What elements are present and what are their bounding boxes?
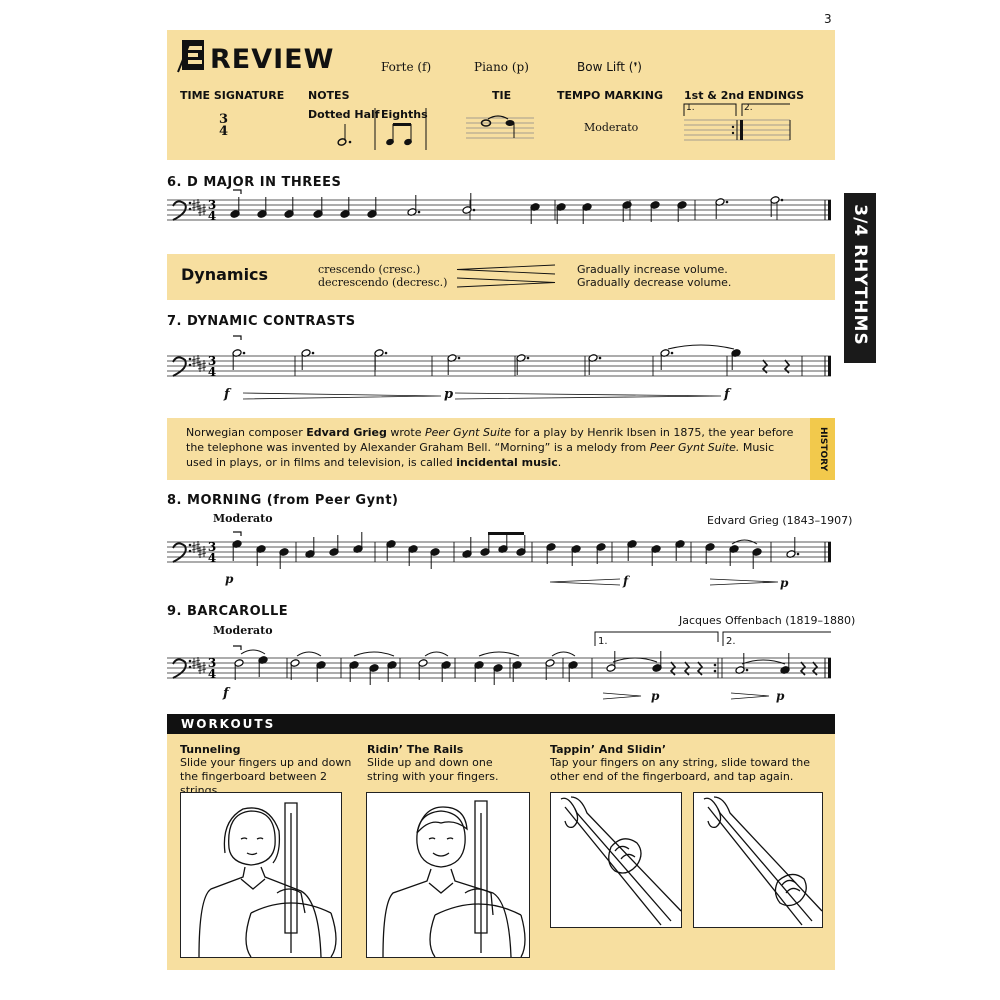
page-number: 3 bbox=[824, 12, 832, 26]
augmentation-dot bbox=[243, 352, 246, 355]
ex7-dynamic-3: f bbox=[724, 387, 730, 402]
final-barline-thick bbox=[828, 658, 831, 678]
decrescendo-hairpin bbox=[710, 579, 778, 585]
slur bbox=[613, 658, 657, 662]
time-sig-top: 3 bbox=[207, 656, 217, 670]
ex9-dynamic-1: f bbox=[223, 686, 229, 701]
ex8-dynamic-2: f bbox=[623, 574, 629, 588]
exercise-8-tempo: Moderato bbox=[213, 512, 273, 525]
eighths-label: Eighths bbox=[381, 108, 428, 121]
review-piano: Piano (p) bbox=[474, 60, 529, 74]
decrescendo-term: decrescendo (decresc.) bbox=[318, 276, 448, 289]
history-text: Norwegian composer Edvard Grieg wrote Peer Gynt Suite for a play by Henrik Ibsen in 1875, the year before the telephone was invented by Alexander Graham Bell. “Morning” is a melody from Peer Gynt Suite. Music used in plays, or in films and television, is called incidental music. bbox=[186, 426, 794, 469]
exercise-9-title: 9. BARCAROLLE bbox=[167, 604, 289, 619]
notes-example-figure bbox=[300, 104, 435, 154]
down-bow bbox=[233, 190, 241, 194]
slur bbox=[742, 660, 785, 664]
tempo-marking-example: Moderato bbox=[584, 121, 639, 134]
bass-clef-dot bbox=[189, 364, 192, 367]
time-sig-bottom: 4 bbox=[207, 551, 217, 565]
time-sig-top: 3 bbox=[207, 198, 217, 212]
crescendo-term: crescendo (cresc.) bbox=[318, 263, 421, 276]
exercise-6-staff bbox=[165, 188, 835, 244]
slur bbox=[425, 652, 448, 656]
ex9-ending-1: 1. bbox=[598, 636, 608, 647]
history-tab-label: HISTORY bbox=[818, 427, 828, 472]
chapter-side-tab-label: 3/4 RHYTHMS bbox=[850, 204, 870, 346]
ending-2-label: 2. bbox=[744, 103, 753, 113]
final-barline-thick bbox=[828, 356, 831, 376]
augmentation-dot bbox=[714, 664, 717, 667]
augmentation-dot bbox=[714, 670, 717, 673]
crescendo-description: Gradually increase volume. bbox=[577, 263, 728, 276]
bass-clef bbox=[173, 357, 186, 376]
workout-2-text: Slide up and down one string with your fingers. bbox=[367, 756, 499, 783]
workouts-title: WORKOUTS bbox=[181, 717, 276, 731]
workout-3-text: Tap your fingers on any string, slide toward the other end of the fingerboard, and tap again. bbox=[550, 756, 810, 783]
exercise-6-title: 6. D MAJOR IN THREES bbox=[167, 175, 342, 190]
essential-elements-logo bbox=[176, 38, 206, 74]
exercise-7-title: 7. DYNAMIC CONTRASTS bbox=[167, 314, 356, 329]
exercise-7-staff bbox=[165, 330, 835, 408]
exercise-8-staff bbox=[165, 526, 835, 596]
bass-clef-dot bbox=[189, 202, 192, 205]
augmentation-dot bbox=[599, 357, 602, 360]
workout-1-text: Slide your fingers up and down the fingerboard between 2 strings. bbox=[180, 756, 352, 797]
second-ending-bracket bbox=[723, 632, 831, 646]
bass-clef bbox=[173, 659, 186, 678]
augmentation-dot bbox=[746, 669, 749, 672]
bass-clef-dot bbox=[189, 666, 192, 669]
cellist-girl-illustration bbox=[180, 792, 342, 958]
bass-clef bbox=[173, 201, 186, 220]
slur bbox=[354, 652, 394, 656]
review-time-signature-label: TIME SIGNATURE bbox=[180, 89, 285, 102]
ex7-dynamic-1: f bbox=[224, 387, 230, 402]
time-sig-bottom: 4 bbox=[207, 365, 217, 379]
ex8-dynamic-1: p bbox=[225, 572, 234, 586]
augmentation-dot bbox=[797, 553, 800, 556]
down-bow bbox=[233, 336, 241, 340]
ex8-dynamic-3: p bbox=[780, 576, 789, 590]
down-bow bbox=[233, 646, 241, 650]
decrescendo-description: Gradually decrease volume. bbox=[577, 276, 732, 289]
bass-clef bbox=[173, 543, 186, 562]
cellist-boy-illustration bbox=[366, 792, 530, 958]
review-forte: Forte (f) bbox=[381, 60, 432, 74]
dotted-half-label: Dotted Half bbox=[308, 108, 380, 121]
time-signature-example: 3 4 bbox=[219, 112, 229, 139]
slur bbox=[479, 652, 519, 656]
augmentation-dot bbox=[458, 357, 461, 360]
time-sig-bottom: 4 bbox=[207, 667, 217, 681]
first-ending-bracket bbox=[595, 632, 718, 646]
exercise-9-tempo: Moderato bbox=[213, 624, 273, 637]
ex9-dynamic-2: p bbox=[651, 689, 660, 703]
review-bow-lift: Bow Lift (❜) bbox=[577, 60, 642, 74]
augmentation-dot bbox=[781, 199, 784, 202]
ending-1-label: 1. bbox=[686, 103, 695, 113]
ex9-ending-2: 2. bbox=[726, 636, 736, 647]
dynamics-title: Dynamics bbox=[181, 265, 269, 284]
bass-clef-dot bbox=[189, 550, 192, 553]
down-bow bbox=[233, 532, 241, 536]
hairpin-symbols bbox=[455, 262, 559, 290]
tapping-fingers-illustration-1 bbox=[550, 792, 682, 928]
exercise-8-composer: Edvard Grieg (1843–1907) bbox=[707, 514, 853, 527]
final-barline-thick bbox=[828, 542, 831, 562]
slur bbox=[297, 652, 321, 656]
crescendo-hairpin bbox=[550, 579, 620, 585]
review-notes-label: NOTES bbox=[308, 89, 350, 102]
decrescendo-hairpin bbox=[731, 693, 769, 699]
slur bbox=[552, 652, 575, 656]
augmentation-dot bbox=[312, 352, 315, 355]
time-sig-top: 3 bbox=[207, 354, 217, 368]
bass-clef-dot bbox=[189, 660, 192, 663]
augmentation-dot bbox=[418, 211, 421, 214]
slur bbox=[241, 650, 265, 654]
workout-2-title: Ridin’ The Rails bbox=[367, 743, 464, 756]
eighth-beam bbox=[488, 532, 506, 535]
augmentation-dot bbox=[385, 352, 388, 355]
time-sig-top: 3 bbox=[207, 540, 217, 554]
decrescendo-hairpin bbox=[603, 693, 641, 699]
review-title: REVIEW bbox=[210, 44, 335, 75]
review-tie-label: TIE bbox=[492, 89, 512, 102]
ex7-dynamic-2: p bbox=[444, 387, 454, 402]
time-sig-bottom: 4 bbox=[207, 209, 217, 223]
decrescendo-hairpin bbox=[243, 393, 441, 399]
bass-clef-dot bbox=[189, 358, 192, 361]
tapping-fingers-illustration-2 bbox=[693, 792, 823, 928]
eighth-beam bbox=[506, 532, 524, 535]
augmentation-dot bbox=[726, 201, 729, 204]
workout-1-title: Tunneling bbox=[180, 743, 241, 756]
final-barline-thick bbox=[828, 200, 831, 220]
exercise-8-title: 8. MORNING (from Peer Gynt) bbox=[167, 493, 399, 508]
bass-clef-dot bbox=[189, 208, 192, 211]
workout-3-title: Tappin’ And Slidin’ bbox=[550, 743, 667, 756]
augmentation-dot bbox=[473, 209, 476, 212]
augmentation-dot bbox=[527, 357, 530, 360]
endings-example-figure bbox=[682, 102, 794, 148]
bass-clef-dot bbox=[189, 544, 192, 547]
augmentation-dot bbox=[671, 352, 674, 355]
decrescendo-hairpin bbox=[455, 393, 721, 399]
exercise-9-composer: Jacques Offenbach (1819–1880) bbox=[679, 614, 856, 627]
tie-example-figure bbox=[466, 110, 534, 146]
slur bbox=[668, 345, 734, 349]
review-endings-label: 1st & 2nd ENDINGS bbox=[684, 89, 805, 102]
ex9-dynamic-3: p bbox=[776, 689, 785, 703]
review-tempo-marking-label: TEMPO MARKING bbox=[557, 89, 663, 102]
